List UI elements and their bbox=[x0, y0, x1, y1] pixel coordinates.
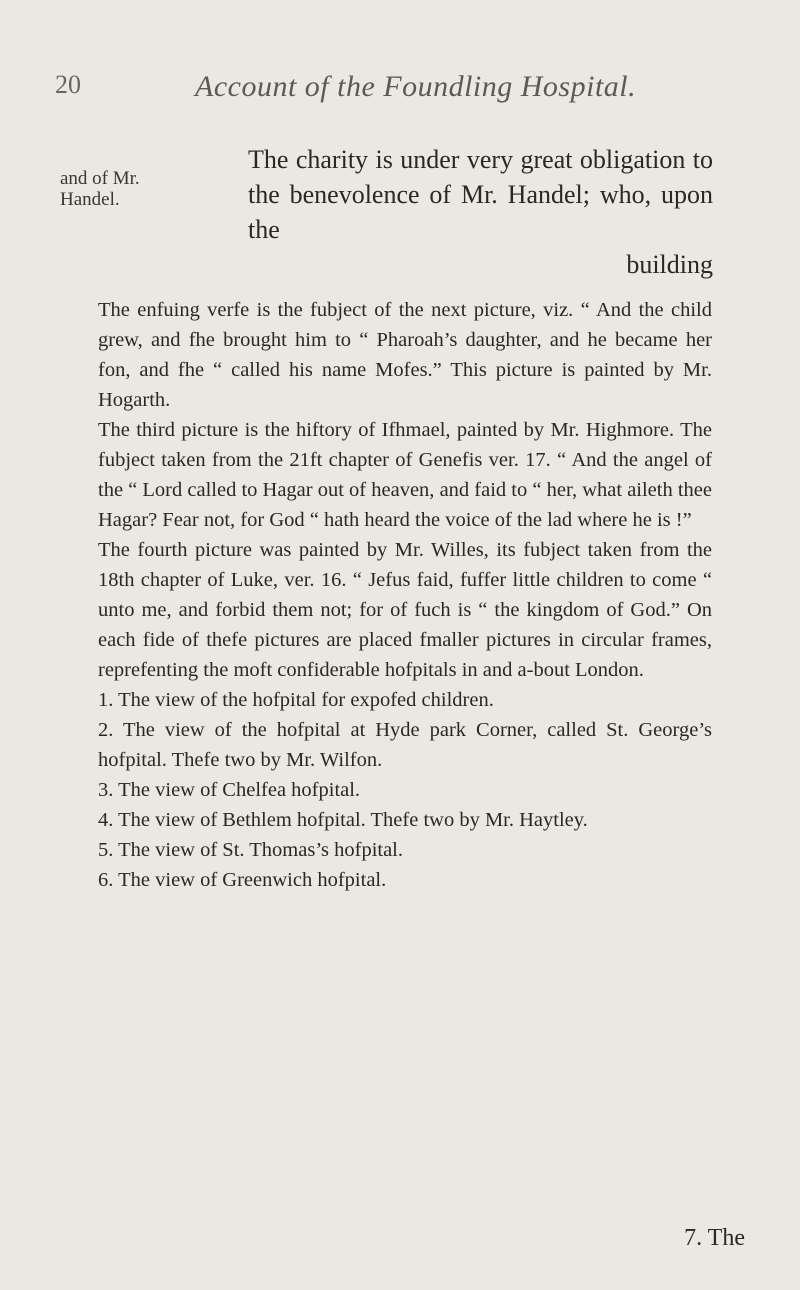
running-head bbox=[55, 70, 755, 110]
opening-catchword: building bbox=[626, 250, 713, 279]
paragraph-moses: The enfuing verfe is the fubject of the next picture, viz. “ And the child grew, and fhe brought him to “ Pharoah’s daughter, and he became her fon, and fhe “ called his name Mofes.” This picture is painted by Mr. Hogarth. bbox=[98, 299, 712, 411]
hospital-list bbox=[98, 685, 712, 895]
body-text bbox=[98, 295, 712, 895]
opening-paragraph bbox=[248, 142, 713, 282]
list-item: 4. The view of Bethlem hofpital. Thefe two by Mr. Haytley. bbox=[98, 809, 588, 831]
page-catchword: 7. The bbox=[684, 1225, 745, 1251]
list-item: 3. The view of Chelfea hofpital. bbox=[98, 779, 361, 801]
margin-note: and of Mr. Handel. bbox=[60, 168, 140, 210]
running-title: Account of the Foundling Hospital. bbox=[195, 70, 637, 103]
opening-text: The charity is under very great obligation to the benevolence of Mr. Handel; who, upon the bbox=[248, 145, 713, 244]
paragraph-children: The fourth picture was painted by Mr. Willes, its fubject taken from the 18th chapter of Luke, ver. 16. “ Jefus faid, fuffer little children to come “ unto me, and forbid them not; for of fuch is “ the kingdom of God.” On each fide of thefe pictures are placed fmaller pictures in circular frames, reprefenting the moft confiderable hofpitals in and a-bout London. bbox=[98, 539, 712, 681]
list-item: 5. The view of St. Thomas’s hofpital. bbox=[98, 839, 404, 861]
paragraph-ishmael: The third picture is the hiftory of Ifhmael, painted by Mr. Highmore. The fubject taken from the 21ft chapter of Genefis ver. 17. “ And the angel of the “ Lord called to Hagar out of heaven, and faid to “ her, what aileth thee Hagar? Fear not, for God “ hath heard the voice of the lad where he is !” bbox=[98, 419, 712, 531]
page-number: 20 bbox=[55, 70, 81, 99]
list-item: 6. The view of Greenwich hofpital. bbox=[98, 869, 387, 891]
list-item: 2. The view of the hofpital at Hyde park Corner, called St. George’s hofpital. Thefe two by Mr. Wilfon. bbox=[98, 719, 712, 771]
list-item: 1. The view of the hofpital for expofed children. bbox=[98, 689, 494, 711]
